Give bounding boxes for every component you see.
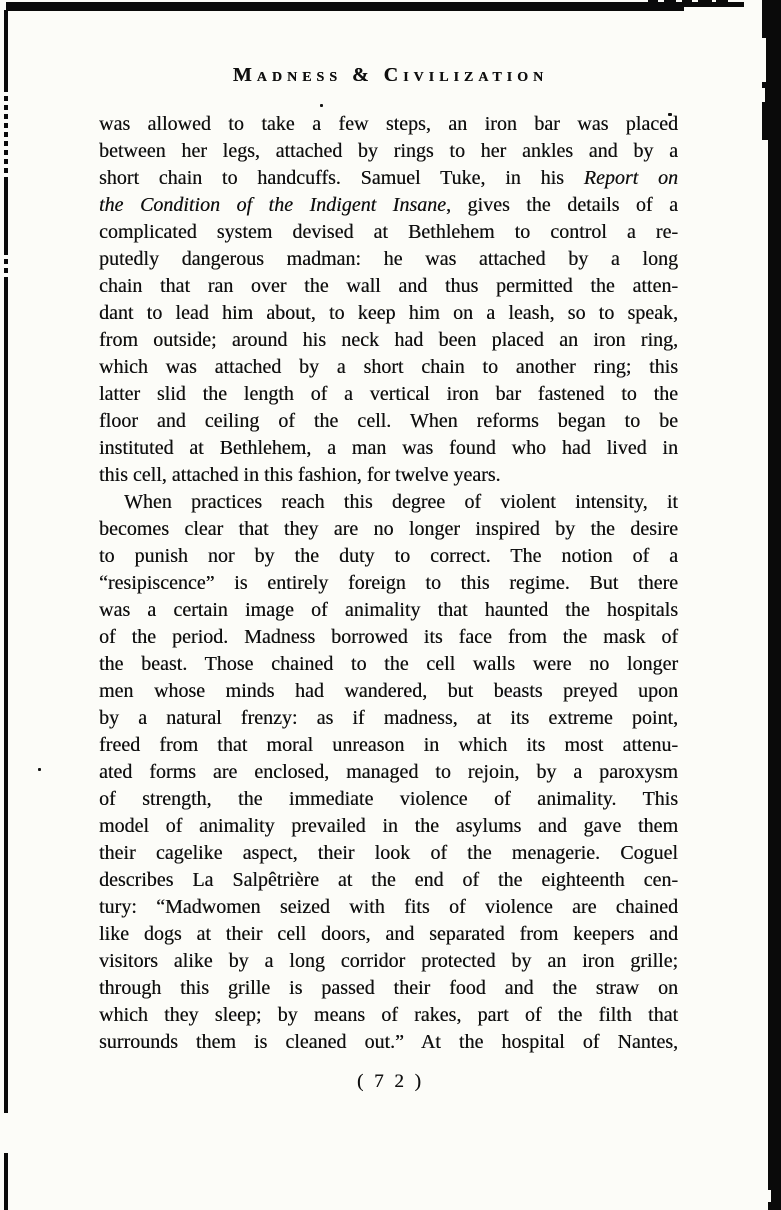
text-line [99, 516, 678, 543]
text-segment: describes La Salpêtrière at the end of the eighteenth cen- [99, 869, 678, 891]
scan-edge-gap [4, 119, 8, 123]
text-line [99, 624, 678, 651]
scan-edge-gap [4, 155, 8, 159]
text-line [99, 786, 678, 813]
text-segment: was a certain image of animality that haunted the hospitals [99, 599, 678, 621]
text-line [99, 219, 678, 246]
text-line [99, 732, 678, 759]
text-line [99, 840, 678, 867]
scan-edge-gap [4, 128, 8, 132]
text-line [99, 705, 678, 732]
text-line [99, 678, 678, 705]
text-segment: putedly dangerous madman: he was attached by a long [99, 248, 678, 270]
text-line [99, 111, 678, 138]
text-line [99, 597, 678, 624]
text-segment: of the period. Madness borrowed its face from the mask of [99, 626, 678, 648]
text-segment: men whose minds had wandered, but beasts preyed upon [99, 680, 678, 702]
text-line [99, 759, 678, 786]
text-line [99, 1029, 678, 1056]
scan-edge-segment [4, 10, 8, 1210]
scan-edge-segment [684, 2, 744, 7]
scan-edge-gap [4, 137, 8, 141]
text-segment: between her legs, attached by rings to her ankles and by a [99, 140, 678, 162]
text-segment: the beast. Those chained to the cell walls were no longer [99, 653, 678, 675]
text-segment: through this grille is passed their food and the straw on [99, 977, 678, 999]
text-line [99, 165, 678, 192]
text-segment: complicated system devised at Bethlehem to control a re- [99, 221, 678, 243]
text-segment: like dogs at their cell doors, and separated from keepers and [99, 923, 678, 945]
text-line [99, 570, 678, 597]
scan-edge-segment [682, 0, 692, 2]
text-segment: tury: “Madwomen seized with fits of violence are chained [99, 896, 678, 918]
text-segment: surrounds them is cleaned out.” At the hospital of Nantes, [99, 1031, 678, 1053]
text-line [99, 246, 678, 273]
text-line [99, 543, 678, 570]
text-line [99, 1002, 678, 1029]
text-line [99, 489, 678, 516]
scan-edge-gap [4, 146, 8, 150]
text-line [99, 354, 678, 381]
text-segment: which was attached by a short chain to another ring; this [99, 356, 678, 378]
text-segment: ated forms are enclosed, managed to rejoin, by a paroxysm [99, 761, 678, 783]
scan-edge-segment [664, 0, 676, 2]
text-line [99, 651, 678, 678]
text-segment: visitors alike by a long corridor protected by an iron grille; [99, 950, 678, 972]
text-line [99, 408, 678, 435]
scan-edge-segment [716, 0, 728, 2]
scan-edge-gap [4, 273, 8, 277]
text-line [99, 813, 678, 840]
text-segment: was allowed to take a few steps, an iron bar was placed [99, 113, 678, 135]
scan-edge-gap [4, 92, 8, 96]
text-segment: latter slid the length of a vertical iron bar fastened to the [99, 383, 678, 405]
text-segment: , gives the details of a [446, 194, 678, 216]
running-head: Madness & Civilization [232, 64, 549, 86]
text-line [99, 975, 678, 1002]
scan-edge-segment [6, 2, 684, 11]
scan-edge-gap [4, 264, 8, 268]
scan-edge-gap [4, 101, 8, 105]
text-segment: to punish nor by the duty to correct. The notion of a [99, 545, 678, 567]
scan-edge-gap [4, 173, 8, 177]
scan-speck [38, 768, 41, 771]
text-line [99, 327, 678, 354]
scan-edge-segment [648, 0, 658, 2]
text-line [99, 867, 678, 894]
text-line [99, 381, 678, 408]
body-text [99, 111, 678, 1056]
scan-edge-gap [762, 88, 765, 102]
text-segment: dant to lead him about, to keep him on a leash, so to speak, [99, 302, 678, 324]
text-segment: of strength, the immediate violence of animality. This [99, 788, 678, 810]
text-segment-italic: the Condition of the Indigent Insane [99, 194, 446, 216]
text-segment-italic: Report on [583, 167, 679, 189]
text-segment: which they sleep; by means of rakes, part of the filth that [99, 1004, 678, 1026]
scan-edge-segment [698, 0, 712, 2]
scan-edge-gap [4, 1113, 8, 1153]
text-segment: short chain to handcuffs. Samuel Tuke, in his [99, 167, 584, 189]
scan-speck [320, 104, 323, 107]
page-number: ( 7 2 ) [357, 1071, 424, 1092]
scan-edge-gap [4, 255, 8, 259]
scan-edge-gap [4, 164, 8, 168]
text-segment: instituted at Bethlehem, a man was found who had lived in [99, 437, 678, 459]
scan-edge-gap [4, 110, 8, 114]
text-segment: this cell, attached in this fashion, for twelve years. [99, 464, 501, 486]
text-line [99, 948, 678, 975]
text-line [99, 435, 678, 462]
text-segment: freed from that moral unreason in which its most attenu- [99, 734, 678, 756]
text-segment: becomes clear that they are no longer inspired by the desire [99, 518, 678, 540]
text-segment: from outside; around his neck had been placed an iron ring, [99, 329, 678, 351]
text-segment: chain that ran over the wall and thus permitted the atten- [99, 275, 678, 297]
text-line [99, 273, 678, 300]
text-segment: floor and ceiling of the cell. When reforms began to be [99, 410, 678, 432]
text-line [99, 300, 678, 327]
text-line [99, 894, 678, 921]
text-line [99, 138, 678, 165]
text-line [99, 192, 678, 219]
text-segment: by a natural frenzy: as if madness, at its extreme point, [99, 707, 678, 729]
text-segment: model of animality prevailed in the asylums and gave them [99, 815, 678, 837]
text-segment: When practices reach this degree of violent intensity, it [124, 491, 678, 513]
text-segment: their cagelike aspect, their look of the menagerie. Coguel [99, 842, 678, 864]
scan-edge-gap [768, 1190, 771, 1202]
text-line [99, 921, 678, 948]
scan-edge-segment [768, 140, 781, 1210]
text-segment: “resipiscence” is entirely foreign to this regime. But there [99, 572, 678, 594]
text-line [99, 462, 678, 489]
